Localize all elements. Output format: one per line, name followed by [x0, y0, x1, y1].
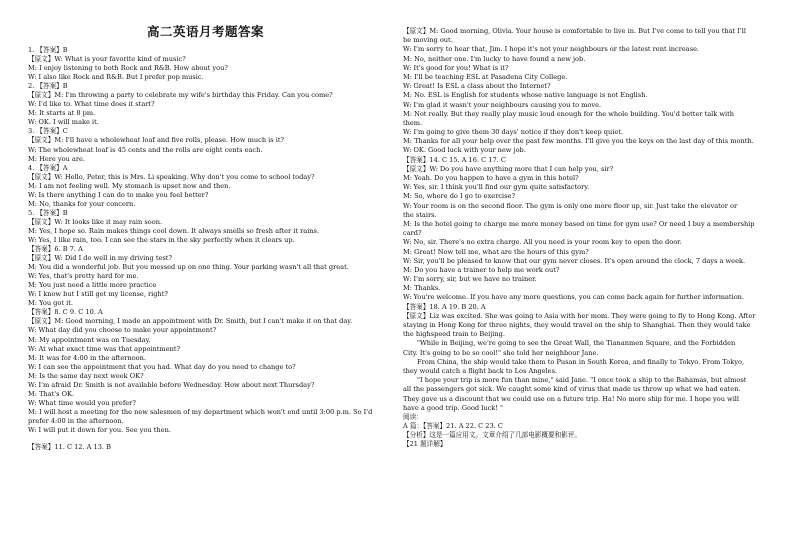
- text-line: M: Thanks.: [403, 284, 441, 293]
- text-line: staying in Hong Kong for three nights, they would travel on the ship to Shanghai. Then they would take: [403, 321, 751, 329]
- text-line: W: Sir, you'll be pleased to know that our gym never closes. It's open around the clock, 7 days a week.: [403, 256, 746, 265]
- text-line: W: I'm sorry to hear that, Jim. I hope it's not your neighbours or the latest rent increase.: [403, 45, 700, 54]
- text-line: 5. 【答案】B: [28, 208, 68, 217]
- text-line: M: It starts at 8 pm.: [28, 109, 96, 118]
- text-line: W: I'm going to give them 30 days' notice if they don't keep quiet.: [403, 128, 623, 137]
- text-line: They gave us a discount that we could use on a future trip. Ha! No more ship for me. I hope you will: [403, 394, 740, 403]
- right-text-block: [403, 27, 771, 450]
- text-line: W: Yes, that's pretty hard for me.: [28, 272, 139, 281]
- text-line: W: Yes, sir. I think you'll find our gym quite satisfactory.: [403, 183, 590, 192]
- text-line: 【原文】M: I'll have a wholewheat loaf and five rolls, please. How much is it?: [28, 136, 285, 145]
- text-line: M: No, neither one. I'm lucky to have found a new job.: [403, 54, 586, 63]
- text-line: "I hope your trip is more fun than mine," said Jane. "I once took a ship to the Bahamas, but almost: [417, 376, 747, 385]
- text-line: W: What time would you prefer?: [28, 398, 136, 407]
- text-line: M: Yeah. Do you happen to have a gym in this hotel?: [403, 174, 579, 182]
- text-line: 【原文】M: I'm throwing a party to celebrate my wife's birthday this Friday. Can you come?: [28, 91, 333, 100]
- text-line: 【答案】6. B 7. A: [28, 245, 83, 254]
- text-line: W: You're welcome. If you have any more questions, you can come back again for further information.: [403, 293, 745, 302]
- text-line: W: I'm afraid Dr. Smith is not available before Wednesday. How about next Thursday?: [28, 380, 315, 389]
- text-line: W: I also like Rock and R&B. But I prefer pop music.: [28, 73, 204, 82]
- text-line: 【原文】Liz was excited. She was going to Asia with her mom. They were going to fly to Hong Kong. After: [403, 311, 756, 320]
- text-line: W: I'm sorry, sir, but we have no trainer.: [403, 275, 537, 284]
- text-line: M: You did a wonderful job. But you messed up on one thing. Your parking wasn't all that great.: [28, 263, 349, 272]
- text-line: 【原文】W: What is your favorite kind of music?: [28, 55, 186, 64]
- text-line: M: So, where do I go to exercise?: [403, 192, 515, 201]
- text-line: all the passengers got sick. We caught some kind of virus that made us throw up what we had eaten.: [403, 385, 741, 394]
- text-line: 【原文】M: Good morning, I made an appointment with Dr. Smith, but I can't make it on that day.: [28, 317, 353, 326]
- text-line: M: My appointment was on Tuesday.: [28, 335, 151, 344]
- text-line: M: No, thanks for your concern.: [28, 199, 136, 208]
- text-line: the stairs.: [403, 210, 437, 219]
- text-line: W: I'm glad it wasn't your neighbours causing you to move.: [403, 100, 602, 109]
- text-line: W: I will put it down for you. See you then.: [28, 425, 171, 434]
- text-line: W: I'd like to. What time does it start?: [28, 100, 155, 109]
- text-line: W: Your room is on the second floor. The gym is only one more floor up, sir. Just take the elevator or: [403, 201, 738, 210]
- text-line: 4. 【答案】A: [28, 163, 68, 172]
- text-line: 【原文】W: Do you have anything more that I can help you, sir?: [403, 164, 614, 173]
- text-line: M: Thanks for all your help over the past few months. I'll give you the keys on the last day of this month.: [403, 137, 754, 146]
- text-line: them.: [403, 118, 423, 127]
- text-line: have a good trip. Good luck! ": [403, 403, 504, 412]
- text-line: 【答案】14. C 15. A 16. C 17. C: [403, 155, 506, 164]
- text-line: 【答案】18. A 19. B 20. A: [403, 302, 486, 311]
- text-line: M: I enjoy listening to both Rock and R&B. How about you?: [28, 64, 228, 73]
- text-line: City. It's going to be so cool!" she told her neighbour Jane.: [403, 348, 599, 357]
- text-line: 【原文】W: Did I do well in my driving test?: [28, 254, 172, 263]
- text-line: [28, 435, 383, 443]
- text-line: card?: [403, 229, 422, 238]
- text-line: M: No. ESL is English for students whose native language is not English.: [403, 91, 648, 100]
- text-line: From China, the ship would take them to Pusan in South Korea, and finally to Tokyo. From Tokyo,: [417, 357, 745, 366]
- text-line: 【答案】8. C 9. C 10. A: [28, 308, 103, 317]
- text-line: they would catch a flight back to Los Angeles.: [403, 366, 558, 375]
- text-line: W: It's good for you! What is it?: [403, 63, 509, 72]
- text-line: prefer 4:00 in the afternoon.: [28, 416, 124, 425]
- text-line: M: Here you are.: [28, 154, 85, 163]
- text-line: be moving out.: [403, 36, 453, 45]
- text-line: W: Yes, I like rain, too. I can see the stars in the sky perfectly when it clears up.: [28, 235, 295, 244]
- text-line: W: OK. Good luck with your new job.: [403, 146, 526, 155]
- text-line: the highspeed train to Beijing.: [403, 330, 505, 339]
- right-column: [403, 0, 771, 450]
- text-line: 2. 【答案】B: [28, 82, 68, 91]
- text-line: 3. 【答案】C: [28, 127, 68, 136]
- text-line: M: It was for 4:00 in the afternoon.: [28, 353, 146, 362]
- text-line: M: You got it.: [28, 299, 73, 308]
- text-line: M: Is the hotel going to charge me more money based on time for gym use? Or need I buy a membership: [403, 219, 755, 228]
- text-line: 【原文】M: Good morning, Olivia. Your house is comfortable to live in. But I've come to tell you that I'll: [403, 27, 746, 35]
- text-line: W: No, sir. There's no extra charge. All you need is your room key to open the door.: [403, 238, 682, 247]
- text-line: W: Is there anything I can do to make you feel better?: [28, 190, 209, 199]
- text-line: W: What day did you choose to make your appointment?: [28, 326, 217, 335]
- text-line: W: I know but I still get my license, right?: [28, 290, 168, 299]
- text-line: M: I'll be teaching ESL at Pasadena City College.: [403, 72, 568, 81]
- text-line: M: Is the same day next week OK?: [28, 371, 144, 380]
- text-line: W: I can see the appointment that you had. What day do you need to change to?: [28, 362, 296, 371]
- text-line: W: The wholewheat loaf is 45 cents and the rolls are eight cents each.: [28, 145, 263, 154]
- text-line: M: Do you have a trainer to help me work out?: [403, 265, 560, 274]
- text-line: M: Great! Now tell me, what are the hours of this gym?: [403, 247, 589, 256]
- text-line: 【原文】W: It looks like it may rain soon.: [28, 217, 163, 226]
- text-line: M: I am not feeling well. My stomach is upset now and then.: [28, 181, 231, 190]
- page-title: 高二英语月考题答案: [146, 24, 264, 39]
- text-line: 阅读：: [403, 412, 423, 421]
- text-line: 【分析】这是一篇应用文。文章介绍了几部电影概要和影评。: [403, 431, 582, 440]
- text-line: M: You just need a little more practice: [28, 281, 157, 290]
- left-column: [28, 0, 383, 452]
- text-line: M: I will host a meeting for the new salesmen of my department which won't end until 3:00 p.m. So I'd: [28, 407, 373, 416]
- text-line: A 篇：【答案】21. A 22. C 23. C: [403, 422, 503, 431]
- text-line: 1. 【答案】B: [28, 46, 68, 54]
- text-line: M: Yes, I hope so. Rain makes things cool down. It always smells so fresh after it rains.: [28, 226, 320, 235]
- text-line: W: Great! Is ESL a class about the Internet?: [403, 82, 551, 91]
- text-line: M: Not really. But they really play music loud enough for the whole building. You'd better talk with: [403, 109, 735, 118]
- text-line: "While in Beijing, we're going to see the Great Wall, the Tiananmen Square, and the Forbidden: [417, 339, 736, 348]
- text-line: M: That's OK.: [28, 389, 75, 398]
- text-line: 【答案】11. C 12. A 13. B: [28, 443, 111, 452]
- text-line: W: OK. I will make it.: [28, 118, 99, 127]
- left-text-block: [28, 46, 383, 452]
- text-line: W: At what exact time was that appointment?: [28, 344, 181, 353]
- text-line: 【21 题详解】: [403, 440, 447, 449]
- text-line: 【原文】W: Hello, Peter, this is Mrs. Li speaking. Why don't you come to school today?: [28, 172, 315, 181]
